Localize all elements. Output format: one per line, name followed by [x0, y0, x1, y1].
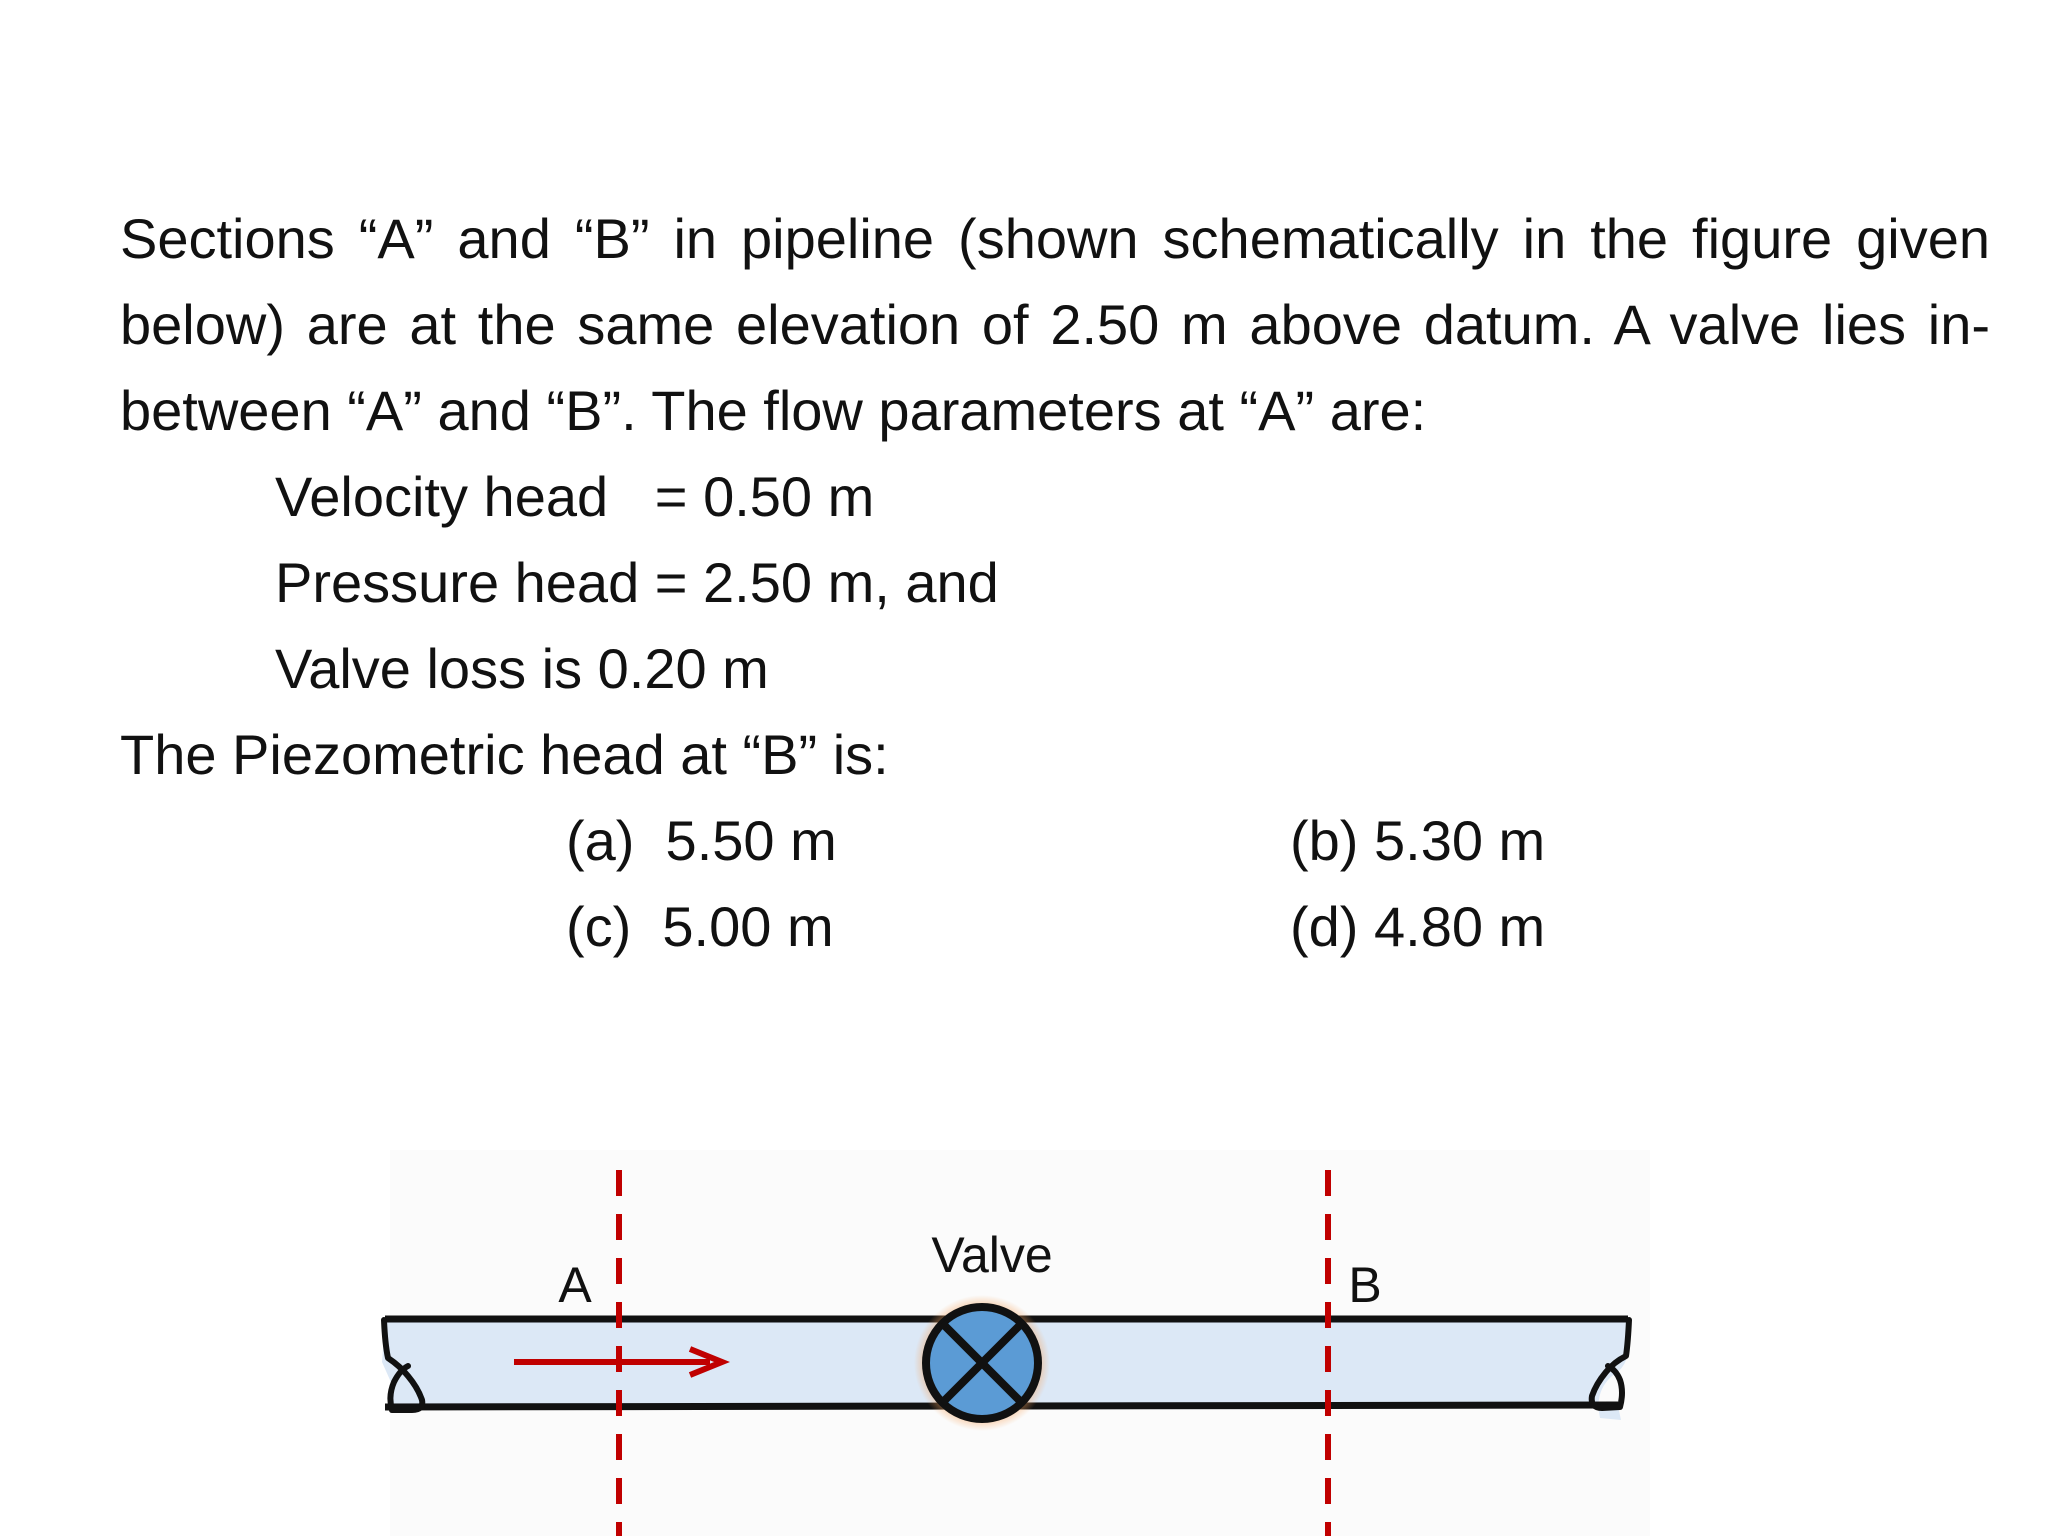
- pressure-head-line: Pressure head = 2.50 m, and: [275, 551, 999, 614]
- pipeline-diagram: [0, 1130, 2048, 1536]
- velocity-head-line: Velocity head = 0.50 m: [275, 465, 875, 528]
- question-prompt: The Piezometric head at “B” is:: [120, 723, 889, 786]
- pipeline-figure: [0, 1130, 2048, 1536]
- option-d[interactable]: (d) 4.80 m: [1290, 895, 1546, 958]
- section-b-label: B: [1348, 1257, 1382, 1313]
- option-c[interactable]: (c) 5.00 m: [566, 895, 834, 958]
- flow-parameters: [275, 454, 999, 712]
- option-b[interactable]: (b) 5.30 m: [1290, 809, 1546, 872]
- question-text: Sections “A” and “B” in pipeline (shown schematically in the figure given below) are at the same elevation of 2.50 m above datum. A valve lies in-between “A” and “B”. The flow parameters at “A” are:: [120, 207, 1990, 442]
- valve-label: Valve: [931, 1227, 1053, 1283]
- valve-loss-line: Valve loss is 0.20 m: [275, 637, 769, 700]
- option-a[interactable]: (a) 5.50 m: [566, 809, 837, 872]
- section-a-label: A: [558, 1257, 592, 1313]
